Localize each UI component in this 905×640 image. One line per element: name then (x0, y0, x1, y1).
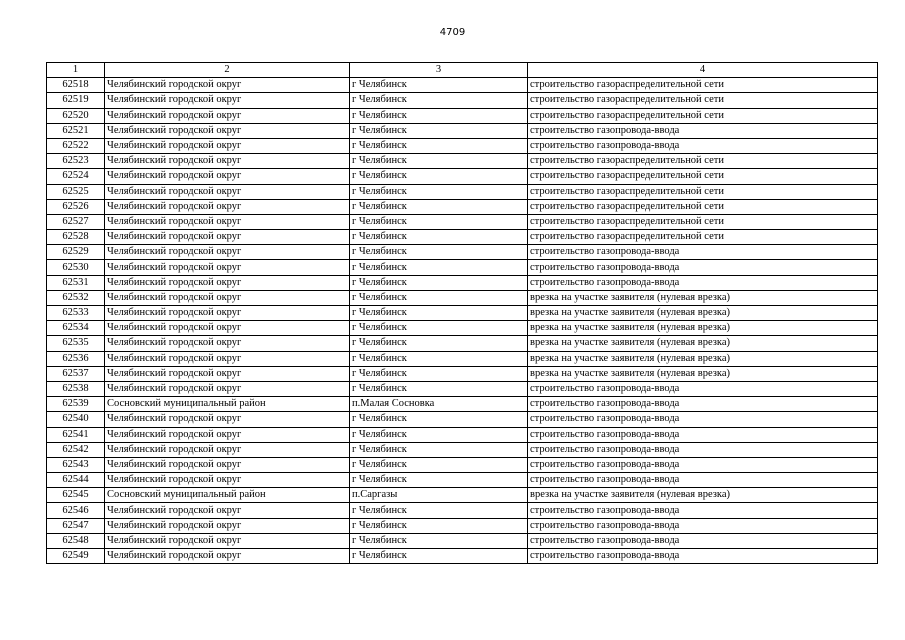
settlement-cell: г Челябинск (350, 184, 528, 199)
table-body (47, 78, 878, 564)
municipality-cell: Челябинский городской округ (105, 412, 350, 427)
settlement-cell: г Челябинск (350, 427, 528, 442)
row-number-cell: 62519 (47, 93, 105, 108)
settlement-cell: г Челябинск (350, 123, 528, 138)
work-type-cell: строительство газораспределительной сети (528, 199, 878, 214)
row-number-cell: 62522 (47, 138, 105, 153)
work-type-cell: строительство газораспределительной сети (528, 184, 878, 199)
column-header-4: 4 (528, 63, 878, 78)
table-row (47, 290, 878, 305)
page-number: 4709 (439, 27, 466, 38)
settlement-cell: г Челябинск (350, 503, 528, 518)
row-number-cell: 62532 (47, 290, 105, 305)
table-row (47, 214, 878, 229)
header-row (47, 63, 878, 78)
municipality-cell: Челябинский городской округ (105, 518, 350, 533)
municipality-cell: Челябинский городской округ (105, 214, 350, 229)
settlement-cell: г Челябинск (350, 245, 528, 260)
work-type-cell: врезка на участке заявителя (нулевая врезка) (528, 290, 878, 305)
table-row (47, 381, 878, 396)
table-row (47, 412, 878, 427)
work-type-cell: строительство газопровода-ввода (528, 457, 878, 472)
work-type-cell: строительство газопровода-ввода (528, 518, 878, 533)
settlement-cell: г Челябинск (350, 260, 528, 275)
settlement-cell: г Челябинск (350, 412, 528, 427)
municipality-cell: Челябинский городской округ (105, 351, 350, 366)
work-type-cell: строительство газопровода-ввода (528, 260, 878, 275)
settlement-cell: п.Малая Сосновка (350, 397, 528, 412)
municipality-cell: Челябинский городской округ (105, 245, 350, 260)
settlement-cell: г Челябинск (350, 199, 528, 214)
settlement-cell: г Челябинск (350, 518, 528, 533)
row-number-cell: 62545 (47, 488, 105, 503)
settlement-cell: г Челябинск (350, 381, 528, 396)
settlement-cell: г Челябинск (350, 230, 528, 245)
row-number-cell: 62540 (47, 412, 105, 427)
table-row (47, 154, 878, 169)
table-row (47, 199, 878, 214)
table-header (47, 63, 878, 78)
settlement-cell: г Челябинск (350, 336, 528, 351)
settlement-cell: г Челябинск (350, 169, 528, 184)
settlement-cell: г Челябинск (350, 93, 528, 108)
settlement-cell: г Челябинск (350, 290, 528, 305)
table-row (47, 321, 878, 336)
municipality-cell: Челябинский городской округ (105, 366, 350, 381)
row-number-cell: 62524 (47, 169, 105, 184)
municipality-cell: Челябинский городской округ (105, 78, 350, 93)
work-type-cell: строительство газораспределительной сети (528, 78, 878, 93)
row-number-cell: 62541 (47, 427, 105, 442)
work-type-cell: строительство газопровода-ввода (528, 275, 878, 290)
settlement-cell: г Челябинск (350, 154, 528, 169)
row-number-cell: 62549 (47, 549, 105, 564)
settlement-cell: г Челябинск (350, 533, 528, 548)
municipality-cell: Челябинский городской округ (105, 336, 350, 351)
row-number-cell: 62523 (47, 154, 105, 169)
settlement-cell: г Челябинск (350, 366, 528, 381)
table-row (47, 306, 878, 321)
settlement-cell: г Челябинск (350, 78, 528, 93)
municipality-cell: Челябинский городской округ (105, 549, 350, 564)
table-row (47, 473, 878, 488)
municipality-cell: Челябинский городской округ (105, 442, 350, 457)
settlement-cell: п.Саргазы (350, 488, 528, 503)
settlement-cell: г Челябинск (350, 442, 528, 457)
work-type-cell: врезка на участке заявителя (нулевая врезка) (528, 306, 878, 321)
table-row (47, 549, 878, 564)
settlement-cell: г Челябинск (350, 473, 528, 488)
table-row (47, 442, 878, 457)
table-row (47, 108, 878, 123)
row-number-cell: 62520 (47, 108, 105, 123)
table-row (47, 336, 878, 351)
municipality-cell: Челябинский городской округ (105, 199, 350, 214)
table-row (47, 138, 878, 153)
settlement-cell: г Челябинск (350, 549, 528, 564)
municipality-cell: Челябинский городской округ (105, 533, 350, 548)
table-row (47, 397, 878, 412)
work-type-cell: строительство газопровода-ввода (528, 473, 878, 488)
municipality-cell: Челябинский городской округ (105, 473, 350, 488)
row-number-cell: 62548 (47, 533, 105, 548)
table-row (47, 457, 878, 472)
work-type-cell: строительство газопровода-ввода (528, 138, 878, 153)
municipality-cell: Челябинский городской округ (105, 275, 350, 290)
municipality-cell: Челябинский городской округ (105, 381, 350, 396)
register-table (46, 62, 878, 564)
settlement-cell: г Челябинск (350, 321, 528, 336)
table-row (47, 351, 878, 366)
column-header-3: 3 (350, 63, 528, 78)
row-number-cell: 62528 (47, 230, 105, 245)
municipality-cell: Челябинский городской округ (105, 108, 350, 123)
row-number-cell: 62534 (47, 321, 105, 336)
work-type-cell: строительство газопровода-ввода (528, 123, 878, 138)
table-row (47, 518, 878, 533)
row-number-cell: 62539 (47, 397, 105, 412)
municipality-cell: Челябинский городской округ (105, 123, 350, 138)
table-row (47, 275, 878, 290)
table-row (47, 488, 878, 503)
work-type-cell: строительство газораспределительной сети (528, 154, 878, 169)
row-number-cell: 62543 (47, 457, 105, 472)
municipality-cell: Челябинский городской округ (105, 184, 350, 199)
table-row (47, 230, 878, 245)
settlement-cell: г Челябинск (350, 351, 528, 366)
row-number-cell: 62530 (47, 260, 105, 275)
row-number-cell: 62546 (47, 503, 105, 518)
row-number-cell: 62533 (47, 306, 105, 321)
row-number-cell: 62521 (47, 123, 105, 138)
row-number-cell: 62536 (47, 351, 105, 366)
table-row (47, 366, 878, 381)
municipality-cell: Челябинский городской округ (105, 306, 350, 321)
work-type-cell: строительство газопровода-ввода (528, 381, 878, 396)
table-row (47, 245, 878, 260)
row-number-cell: 62525 (47, 184, 105, 199)
column-header-2: 2 (105, 63, 350, 78)
table-row (47, 260, 878, 275)
table-row (47, 503, 878, 518)
municipality-cell: Сосновский муниципальный район (105, 488, 350, 503)
work-type-cell: врезка на участке заявителя (нулевая врезка) (528, 366, 878, 381)
table-row (47, 169, 878, 184)
municipality-cell: Челябинский городской округ (105, 260, 350, 275)
municipality-cell: Челябинский городской округ (105, 290, 350, 305)
municipality-cell: Челябинский городской округ (105, 457, 350, 472)
municipality-cell: Сосновский муниципальный район (105, 397, 350, 412)
work-type-cell: строительство газораспределительной сети (528, 169, 878, 184)
table-row (47, 184, 878, 199)
settlement-cell: г Челябинск (350, 306, 528, 321)
row-number-cell: 62547 (47, 518, 105, 533)
settlement-cell: г Челябинск (350, 214, 528, 229)
settlement-cell: г Челябинск (350, 275, 528, 290)
table-row (47, 78, 878, 93)
work-type-cell: врезка на участке заявителя (нулевая врезка) (528, 336, 878, 351)
work-type-cell: строительство газораспределительной сети (528, 108, 878, 123)
municipality-cell: Челябинский городской округ (105, 321, 350, 336)
table-row (47, 427, 878, 442)
row-number-cell: 62538 (47, 381, 105, 396)
row-number-cell: 62527 (47, 214, 105, 229)
row-number-cell: 62542 (47, 442, 105, 457)
work-type-cell: строительство газораспределительной сети (528, 230, 878, 245)
table-row (47, 533, 878, 548)
municipality-cell: Челябинский городской округ (105, 93, 350, 108)
work-type-cell: строительство газопровода-ввода (528, 442, 878, 457)
work-type-cell: строительство газопровода-ввода (528, 503, 878, 518)
settlement-cell: г Челябинск (350, 457, 528, 472)
work-type-cell: строительство газопровода-ввода (528, 397, 878, 412)
work-type-cell: врезка на участке заявителя (нулевая врезка) (528, 351, 878, 366)
work-type-cell: строительство газопровода-ввода (528, 412, 878, 427)
municipality-cell: Челябинский городской округ (105, 427, 350, 442)
work-type-cell: строительство газопровода-ввода (528, 533, 878, 548)
row-number-cell: 62535 (47, 336, 105, 351)
municipality-cell: Челябинский городской округ (105, 169, 350, 184)
work-type-cell: врезка на участке заявителя (нулевая врезка) (528, 321, 878, 336)
work-type-cell: строительство газопровода-ввода (528, 427, 878, 442)
row-number-cell: 62518 (47, 78, 105, 93)
table-row (47, 123, 878, 138)
row-number-cell: 62529 (47, 245, 105, 260)
work-type-cell: строительство газопровода-ввода (528, 549, 878, 564)
row-number-cell: 62526 (47, 199, 105, 214)
row-number-cell: 62537 (47, 366, 105, 381)
municipality-cell: Челябинский городской округ (105, 230, 350, 245)
work-type-cell: строительство газопровода-ввода (528, 245, 878, 260)
table-row (47, 93, 878, 108)
municipality-cell: Челябинский городской округ (105, 503, 350, 518)
work-type-cell: врезка на участке заявителя (нулевая врезка) (528, 488, 878, 503)
work-type-cell: строительство газораспределительной сети (528, 93, 878, 108)
work-type-cell: строительство газораспределительной сети (528, 214, 878, 229)
settlement-cell: г Челябинск (350, 108, 528, 123)
municipality-cell: Челябинский городской округ (105, 138, 350, 153)
municipality-cell: Челябинский городской округ (105, 154, 350, 169)
column-header-1: 1 (47, 63, 105, 78)
row-number-cell: 62531 (47, 275, 105, 290)
settlement-cell: г Челябинск (350, 138, 528, 153)
row-number-cell: 62544 (47, 473, 105, 488)
